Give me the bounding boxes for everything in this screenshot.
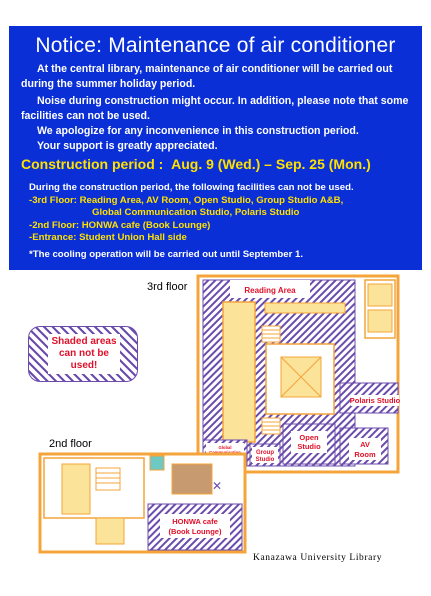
cooling-note: *The cooling operation will be carried out until September 1. — [29, 248, 303, 260]
stair-hall — [172, 464, 212, 494]
facilities-floor2: -2nd Floor: HONWA cafe (Book Lounge) — [29, 219, 211, 231]
facilities-intro: During the construction period, the following facilities can not be used. — [29, 182, 354, 193]
floor3-label: 3rd floor — [147, 281, 188, 293]
notice-panel — [9, 26, 422, 270]
construction-period: Construction period : Aug. 9 (Wed.) – Sep. 25 (Mon.) — [21, 156, 371, 172]
floor3-line-1: -3rd Floor: Reading Area, AV Room, Open Studio, Group Studio A&B, — [29, 194, 344, 206]
floor3-plan — [198, 276, 401, 472]
facilities-floor3 — [29, 195, 419, 245]
room-honwa-line1: HONWA cafe — [172, 517, 218, 526]
floor2-shelf — [62, 464, 90, 514]
room-group-line2: Studio — [255, 457, 275, 463]
room-group-line1: Group — [256, 450, 274, 456]
room-open-studio-line1: Open — [299, 433, 319, 442]
library-credit: Kanazawa University Library — [253, 553, 383, 563]
floor-plan-map — [0, 268, 431, 568]
floor2-stairs — [96, 468, 120, 490]
room-reading-area: Reading Area — [244, 286, 296, 295]
room-global-line1: Global — [218, 445, 232, 450]
notice-paragraph-2: Noise during construction might occur. In addition, please note that some facilities can not be used. — [21, 95, 409, 123]
room-open-studio-line2: Studio — [297, 442, 321, 451]
entrance-closed-mark: ✕ — [211, 479, 223, 493]
notice-paragraph-1: At the central library, maintenance of air conditioner will be carried out during the summer holiday period. — [21, 63, 393, 91]
notice-paragraph-4: Your support is greatly appreciated. — [37, 140, 218, 152]
legend-text: Shaded areas can not be used! — [48, 334, 120, 374]
shelf-block — [223, 302, 255, 442]
room-honwa-line2: (Book Lounge) — [168, 527, 222, 536]
facilities-list — [29, 182, 419, 261]
notice-title: Notice: Maintenance of air conditioner — [35, 34, 396, 57]
facilities-entrance: -Entrance: Student Union Hall side — [29, 232, 187, 243]
entrance-mark — [150, 456, 164, 470]
room-polaris-studio: Polaris Studio — [349, 396, 401, 405]
room-av-line2: Room — [354, 450, 376, 459]
notice-paragraph-3: We apologize for any inconvenience in this construction period. — [37, 125, 359, 137]
floor2-plan — [40, 454, 245, 552]
floor3-line-2: Global Communication Studio, Polaris Studio — [92, 207, 300, 218]
floor2-label: 2nd floor — [49, 438, 92, 450]
room-av-line1: AV — [360, 440, 370, 449]
shelf-top — [265, 303, 345, 313]
